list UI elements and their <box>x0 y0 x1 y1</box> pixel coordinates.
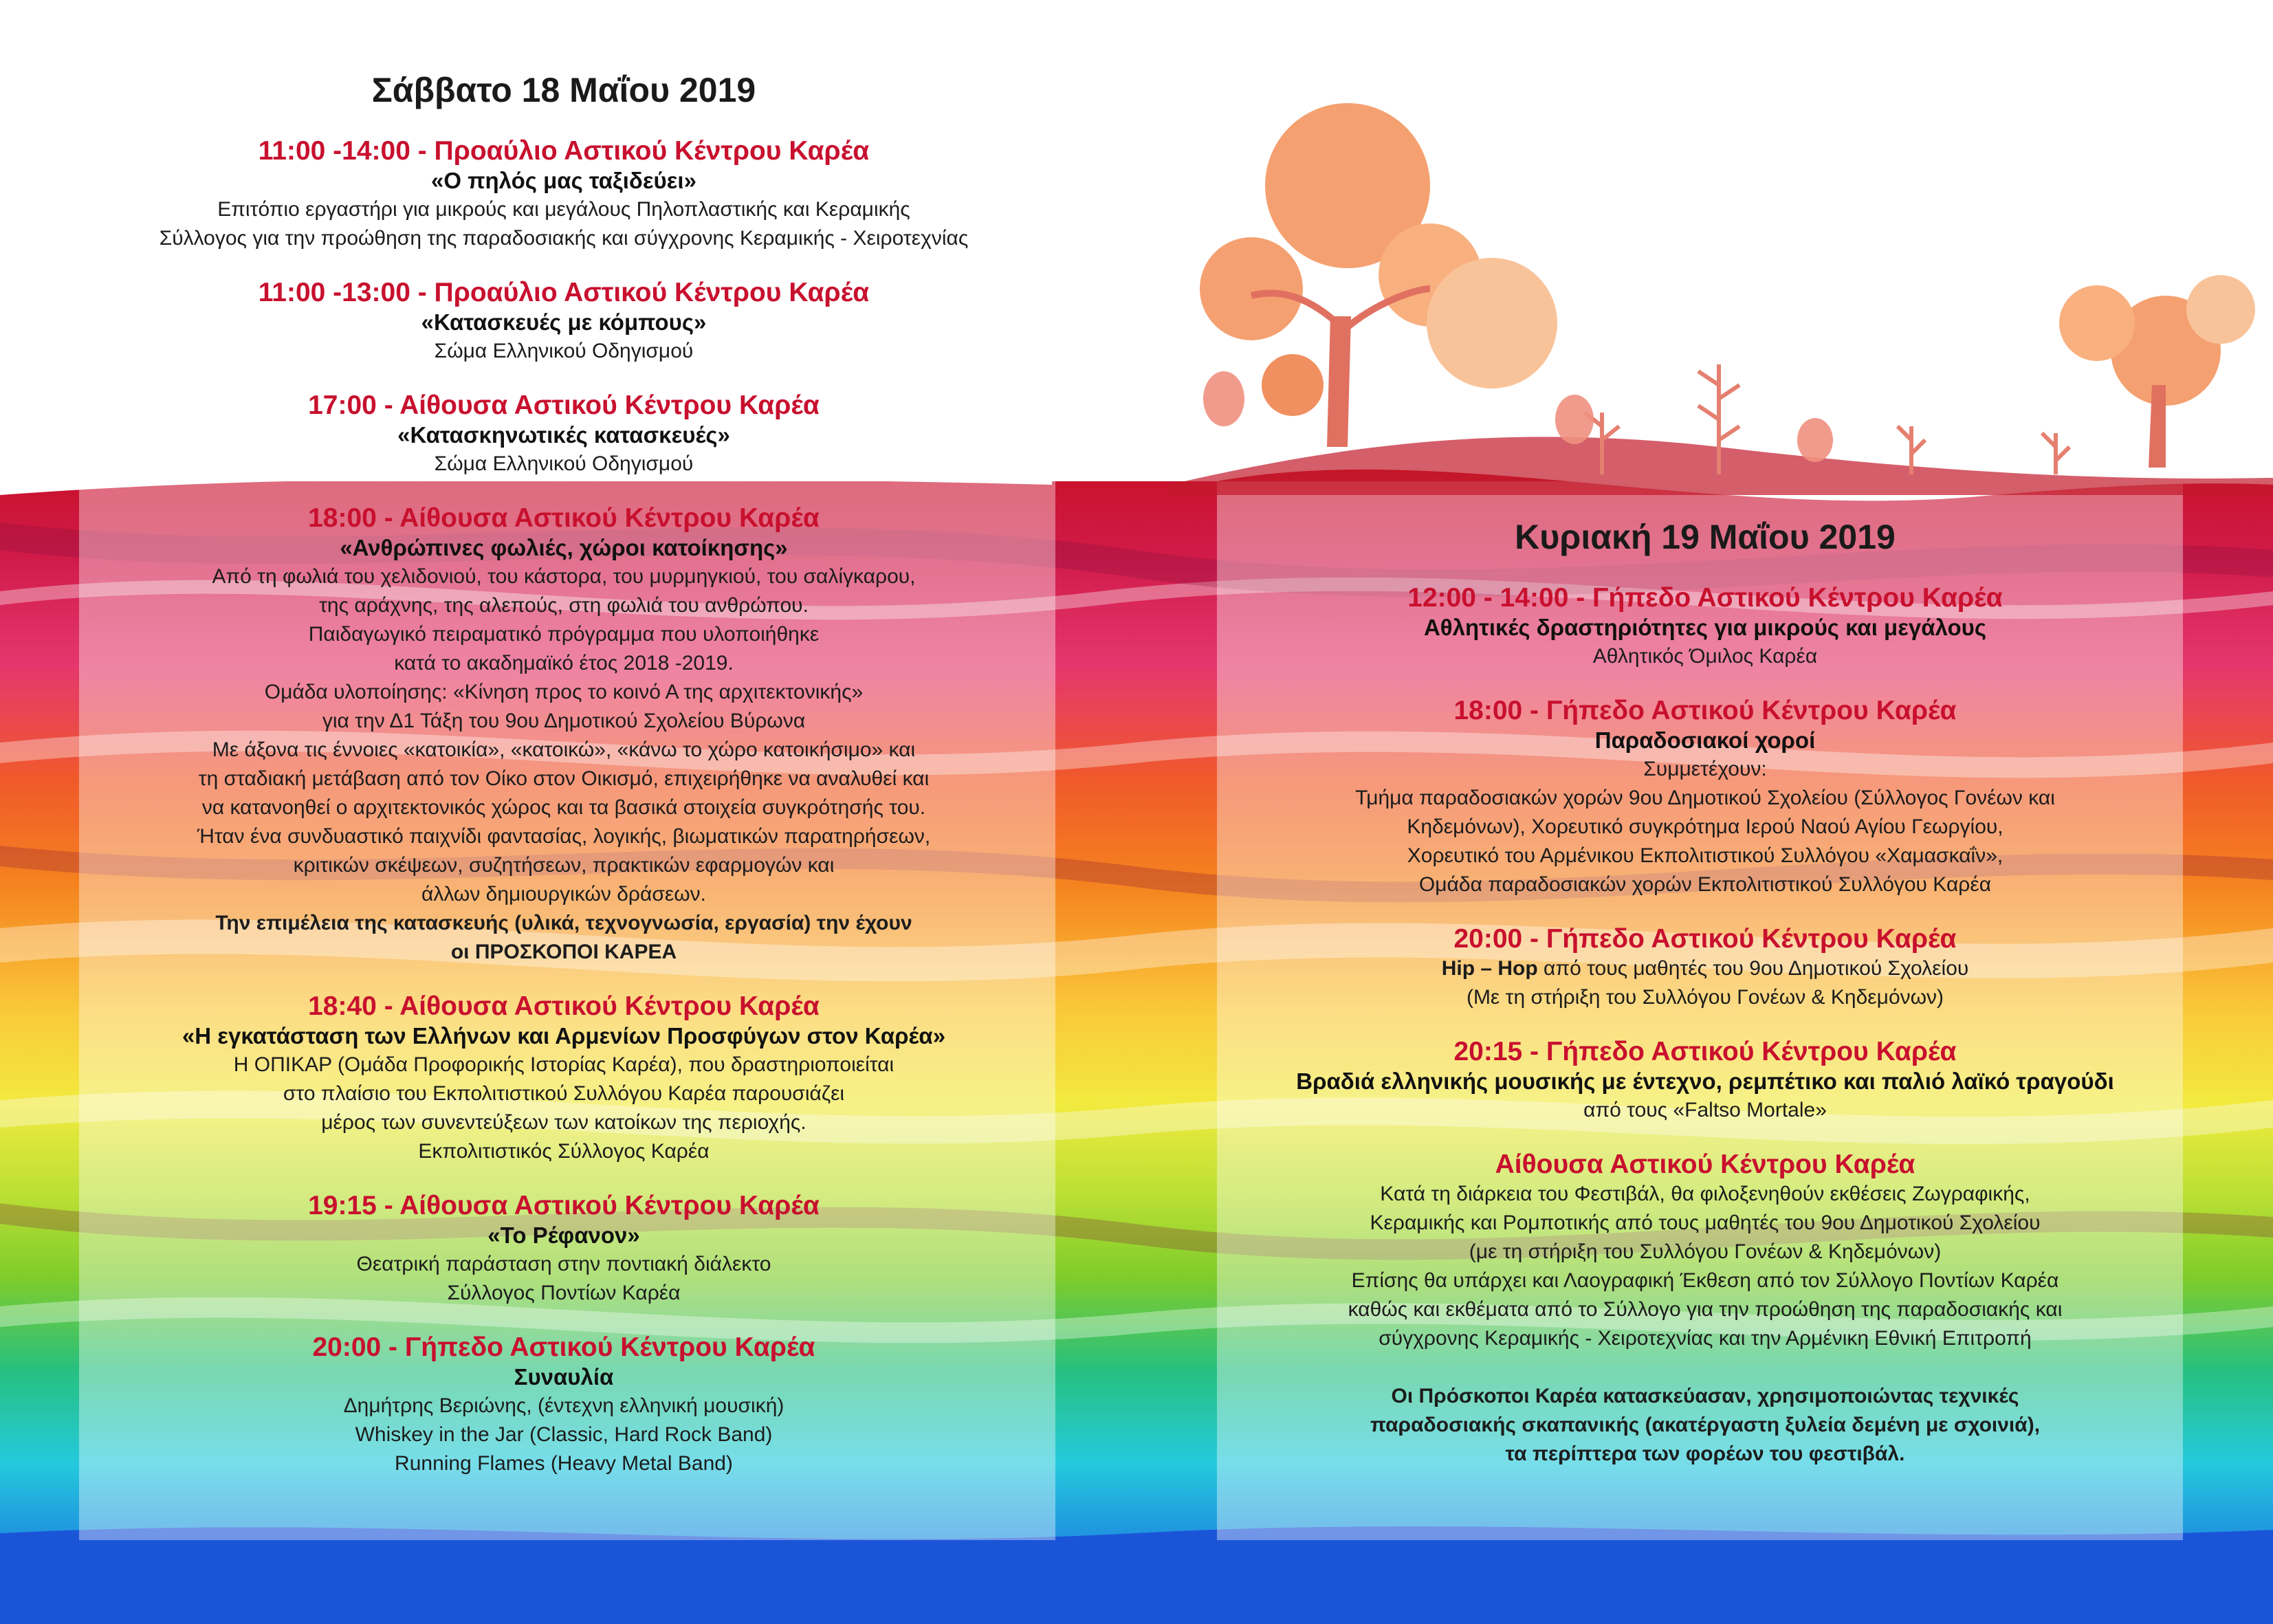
event-time-place: 17:00 - Αίθουσα Αστικού Κέντρου Καρέα <box>308 391 820 420</box>
event <box>41 278 1086 366</box>
event-title-rest: από τους μαθητές του 9ου Δημοτικού Σχολείου <box>1537 957 1969 980</box>
event-line: (με τη στήριξη του Συλλόγου Γονέων & Κηδεμόνων) <box>1469 1240 1942 1263</box>
event-title: «Ανθρώπινες φωλιές, χώροι κατοίκησης» <box>340 535 788 560</box>
event-time-place: 19:15 - Αίθουσα Αστικού Κέντρου Καρέα <box>308 1191 820 1220</box>
event-line: Παιδαγωγικό πειραματικό πρόγραμμα που υλοποιήθηκε <box>308 623 820 646</box>
event <box>41 136 1086 253</box>
event-title: Παραδοσιακοί χοροί <box>1594 727 1816 753</box>
event-line: Whiskey in the Jar (Classic, Hard Rock Band) <box>355 1423 773 1446</box>
event-line: κριτικών σκέψεων, συζητήσεων, πρακτικών εφαρμογών και <box>293 854 835 877</box>
event-line-bold: τα περίπτερα των φορέων του φεστιβάλ. <box>1505 1442 1905 1465</box>
event-line: Αθλητικός Όμιλος Καρέα <box>1592 645 1818 668</box>
event-line: Με άξονα τις έννοιες «κατοικία», «κατοικώ», «κάνω το χώρο κατοικήσιμο» και <box>212 738 916 761</box>
event-line: Σώμα Ελληνικού Οδηγισμού <box>434 452 694 475</box>
event <box>1210 583 2200 671</box>
event <box>1210 924 2200 1012</box>
event-title: Συναυλία <box>514 1364 614 1390</box>
event-title: «Κατασκευές με κόμπους» <box>421 309 707 335</box>
event-line: μέρος των συνεντεύξεων των κατοίκων της περιοχής. <box>321 1111 806 1134</box>
event-title: «Κατασκηνωτικές κατασκευές» <box>397 422 730 448</box>
event-time-place: 18:00 - Γήπεδο Αστικού Κέντρου Καρέα <box>1453 696 1957 725</box>
event-title: «Ο πηλός μας ταξιδεύει» <box>431 168 696 193</box>
event-line: στο πλαίσιο του Εκπολιτιστικού Συλλόγου Καρέα παρουσιάζει <box>283 1082 845 1105</box>
event-line: (Με τη στήριξη του Συλλόγου Γονέων & Κηδεμόνων) <box>1466 986 1944 1009</box>
event-line: Θεατρική παράσταση στην ποντιακή διάλεκτο <box>356 1253 771 1275</box>
event-time-place: 20:00 - Γήπεδο Αστικού Κέντρου Καρέα <box>1453 924 1957 954</box>
event-line: Τμήμα παραδοσιακών χορών 9ου Δημοτικού Σχολείου (Σύλλογος Γονέων και <box>1355 787 2055 809</box>
event-line: Σύλλογος για την προώθηση της παραδοσιακής και σύγχρονης Κεραμικής - Χειροτεχνίας <box>159 227 969 250</box>
event-line: τη σταδιακή μετάβαση από τον Οίκο στον Οικισμό, επιχειρήθηκε να αναλυθεί και <box>198 767 930 790</box>
event-line: Επίσης θα υπάρχει και Λαογραφική Έκθεση από τον Σύλλογο Ποντίων Καρέα <box>1351 1269 2059 1292</box>
event-line: της αράχνης, της αλεπούς, στη φωλιά του ανθρώπου. <box>319 594 809 617</box>
saturday-title: Σάββατο 18 Μαΐου 2019 <box>371 71 756 109</box>
event <box>1210 696 2200 899</box>
event-line: Ομάδα παραδοσιακών χορών Εκπολιτιστικού Συλλόγου Καρέα <box>1418 873 1992 896</box>
event-title: «Το Ρέφανον» <box>487 1222 640 1248</box>
event-title-bold: Hip – Hop <box>1441 957 1538 980</box>
event-line: Ομάδα υλοποίησης: «Κίνηση προς το κοινό Α της αρχιτεκτονικής» <box>264 681 864 703</box>
event-line-bold: οι ΠΡΟΣΚΟΠΟΙ ΚΑΡΕΑ <box>450 941 677 963</box>
event <box>1210 1150 2200 1469</box>
event-line: Κηδεμόνων), Χορευτικό συγκρότημα Ιερού Ναού Αγίου Γεωργίου, <box>1407 815 2003 838</box>
event-time-place: 11:00 -13:00 - Προαύλιο Αστικού Κέντρου Καρέα <box>258 278 870 307</box>
event-title-mixed <box>1210 954 2200 983</box>
event-time-place: 18:00 - Αίθουσα Αστικού Κέντρου Καρέα <box>308 503 820 533</box>
event-time-place: 12:00 - 14:00 - Γήπεδο Αστικού Κέντρου Καρέα <box>1407 583 2003 613</box>
event-line: Κατά τη διάρκεια του Φεστιβάλ, θα φιλοξενηθούν εκθέσεις Ζωγραφικής, <box>1380 1183 2030 1205</box>
event-line: Σύλλογος Ποντίων Καρέα <box>447 1282 681 1304</box>
event-line: από τους «Faltso Mortale» <box>1583 1099 1827 1121</box>
sunday-column <box>1210 516 2200 1493</box>
event-time-place: Αίθουσα Αστικού Κέντρου Καρέα <box>1495 1150 1915 1179</box>
trees-illustration <box>1169 103 2273 495</box>
event <box>1210 1037 2200 1125</box>
event <box>41 1191 1086 1308</box>
event-time-place: 11:00 -14:00 - Προαύλιο Αστικού Κέντρου Καρέα <box>258 136 870 166</box>
event-line: Επιτόπιο εργαστήρι για μικρούς και μεγάλους Πηλοπλαστικής και Κεραμικής <box>217 198 910 221</box>
event-line-bold: παραδοσιακής σκαπανικής (ακατέργαστη ξυλεία δεμένη με σχοινιά), <box>1370 1414 2041 1436</box>
bottom-blue-band <box>0 1526 2273 1624</box>
event-line: Η ΟΠΙΚΑΡ (Ομάδα Προφορικής Ιστορίας Καρέα), που δραστηριοποιείται <box>233 1053 894 1076</box>
event-line: Running Flames (Heavy Metal Band) <box>395 1452 733 1475</box>
event-title: «Η εγκατάσταση των Ελλήνων και Αρμενίων Προσφύγων στον Καρέα» <box>182 1023 946 1049</box>
event-line-bold: Οι Πρόσκοποι Καρέα κατασκεύασαν, χρησιμοποιώντας τεχνικές <box>1391 1385 2019 1407</box>
event-time-place: 18:40 - Αίθουσα Αστικού Κέντρου Καρέα <box>308 991 820 1021</box>
event <box>41 991 1086 1166</box>
event-title: Βραδιά ελληνικής μουσικής με έντεχνο, ρεμπέτικο και παλιό λαϊκό τραγούδι <box>1296 1068 2114 1094</box>
event-line: καθώς και εκθέματα από το Σύλλογο για την προώθηση της παραδοσιακής και <box>1348 1298 2063 1321</box>
event <box>41 503 1086 967</box>
event-line-bold: Την επιμέλεια της κατασκευής (υλικά, τεχνογνωσία, εργασία) την έχουν <box>215 912 912 934</box>
spacer <box>1210 1353 2200 1382</box>
event-line: κατά το ακαδημαϊκό έτος 2018 -2019. <box>394 652 734 674</box>
event-line: Από τη φωλιά του χελιδονιού, του κάστορα, του μυρμηγκιού, του σαλίγκαρου, <box>212 565 916 588</box>
event-line: Εκπολιτιστικός Σύλλογος Καρέα <box>418 1140 710 1163</box>
event <box>41 1332 1086 1478</box>
event-line: να κατανοηθεί ο αρχιτεκτονικός χώρος και τα βασικά στοιχεία συγκρότησής του. <box>201 796 926 819</box>
event-line: Κεραμικής και Ρομποτικής από τους μαθητές του 9ου Δημοτικού Σχολείου <box>1370 1211 2041 1234</box>
saturday-column <box>41 69 1086 1503</box>
event-line: Χορευτικό του Αρμένικου Εκπολιτιστικού Συλλόγου «Χαμασκαΐν», <box>1407 844 2003 867</box>
event-time-place: 20:00 - Γήπεδο Αστικού Κέντρου Καρέα <box>312 1332 815 1362</box>
sunday-title: Κυριακή 19 Μαΐου 2019 <box>1515 518 1896 556</box>
event-title: Αθλητικές δραστηριότητες για μικρούς και μεγάλους <box>1423 615 1987 640</box>
event-line: Ήταν ένα συνδυαστικό παιχνίδι φαντασίας, λογικής, βιωματικών παρατηρήσεων, <box>197 825 931 848</box>
event-line: για την Δ1 Τάξη του 9ου Δημοτικού Σχολείου Βύρωνα <box>322 710 806 732</box>
event-line: σύγχρονης Κεραμικής - Χειροτεχνίας και την Αρμένικη Εθνική Επιτροπή <box>1379 1327 2032 1350</box>
event-line: Δημήτρης Βεριώνης, (έντεχνη ελληνική μουσική) <box>343 1394 784 1417</box>
event-line: Σώμα Ελληνικού Οδηγισμού <box>434 340 694 362</box>
event-time-place: 20:15 - Γήπεδο Αστικού Κέντρου Καρέα <box>1453 1037 1957 1066</box>
event <box>41 391 1086 479</box>
event-line: άλλων δημιουργικών δράσεων. <box>421 883 706 906</box>
event-line: Συμμετέχουν: <box>1643 758 1767 780</box>
